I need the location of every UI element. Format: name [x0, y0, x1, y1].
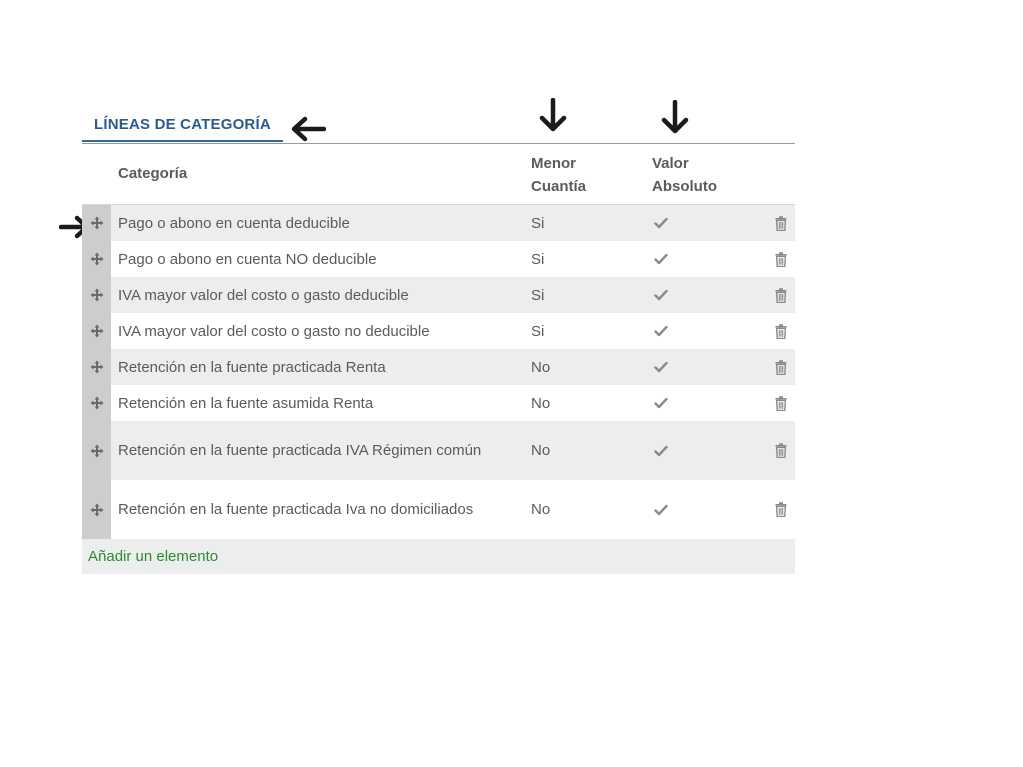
move-icon[interactable] [82, 385, 111, 421]
table-header [82, 144, 795, 205]
check-icon[interactable] [652, 442, 670, 460]
trash-icon[interactable] [772, 501, 790, 519]
row-menor-cuantia: No [531, 442, 551, 459]
trash-icon[interactable] [772, 442, 790, 460]
column-header-menor-cuantia[interactable] [531, 152, 621, 198]
trash-icon[interactable] [772, 214, 790, 232]
table-row[interactable] [82, 277, 795, 313]
row-menor-cuantia: Si [531, 286, 545, 304]
column-header-valor-absoluto[interactable] [652, 152, 742, 198]
table-row[interactable] [82, 241, 795, 277]
table-body [82, 205, 795, 539]
row-menor-cuantia: No [531, 394, 551, 412]
row-categoria: Pago o abono en cuenta deducible [118, 214, 350, 232]
move-icon[interactable] [82, 205, 111, 241]
trash-icon[interactable] [772, 358, 790, 376]
move-icon[interactable] [82, 349, 111, 385]
move-icon[interactable] [82, 241, 111, 277]
move-icon[interactable] [82, 480, 111, 539]
row-categoria: Retención en la fuente practicada IVA Régimen común [118, 442, 482, 459]
table-row[interactable] [82, 313, 795, 349]
row-categoria: Retención en la fuente practicada Renta [118, 358, 386, 376]
move-icon[interactable] [82, 277, 111, 313]
tab-lineas-de-categoria[interactable]: LÍNEAS DE CATEGORÍA [82, 112, 283, 142]
trash-icon[interactable] [772, 250, 790, 268]
row-menor-cuantia: No [531, 358, 551, 376]
annotation-arrow-down-icon [537, 98, 569, 134]
column-header-menor-cuantia-line1: Menor [531, 155, 576, 172]
row-menor-cuantia: Si [531, 322, 545, 340]
row-categoria: Retención en la fuente asumida Renta [118, 394, 374, 412]
move-icon[interactable] [82, 313, 111, 349]
row-menor-cuantia: No [531, 501, 551, 518]
trash-icon[interactable] [772, 286, 790, 304]
check-icon[interactable] [652, 358, 670, 376]
table-row[interactable] [82, 480, 795, 539]
annotation-arrow-left-icon [290, 115, 326, 143]
check-icon[interactable] [652, 394, 670, 412]
check-icon[interactable] [652, 501, 670, 519]
row-categoria: IVA mayor valor del costo o gasto no deducible [118, 322, 430, 340]
row-menor-cuantia: Si [531, 214, 545, 232]
move-icon[interactable] [82, 421, 111, 480]
annotation-arrow-down-icon [659, 100, 691, 136]
trash-icon[interactable] [772, 394, 790, 412]
check-icon[interactable] [652, 214, 670, 232]
row-categoria: IVA mayor valor del costo o gasto deducible [118, 286, 409, 304]
column-header-valor-absoluto-line1: Valor [652, 155, 689, 172]
add-row [82, 539, 795, 574]
column-header-valor-absoluto-line2: Absoluto [652, 178, 717, 195]
category-lines-table [82, 144, 795, 574]
check-icon[interactable] [652, 286, 670, 304]
table-row[interactable] [82, 385, 795, 421]
check-icon[interactable] [652, 322, 670, 340]
add-item-link[interactable]: Añadir un elemento [88, 548, 219, 565]
row-menor-cuantia: Si [531, 250, 545, 268]
row-categoria: Pago o abono en cuenta NO deducible [118, 250, 377, 268]
table-row[interactable] [82, 421, 795, 480]
trash-icon[interactable] [772, 322, 790, 340]
column-header-categoria[interactable]: Categoría [118, 165, 188, 182]
table-row[interactable] [82, 349, 795, 385]
table-row[interactable] [82, 205, 795, 241]
check-icon[interactable] [652, 250, 670, 268]
row-categoria: Retención en la fuente practicada Iva no domiciliados [118, 501, 474, 518]
column-header-menor-cuantia-line2: Cuantía [531, 178, 587, 195]
